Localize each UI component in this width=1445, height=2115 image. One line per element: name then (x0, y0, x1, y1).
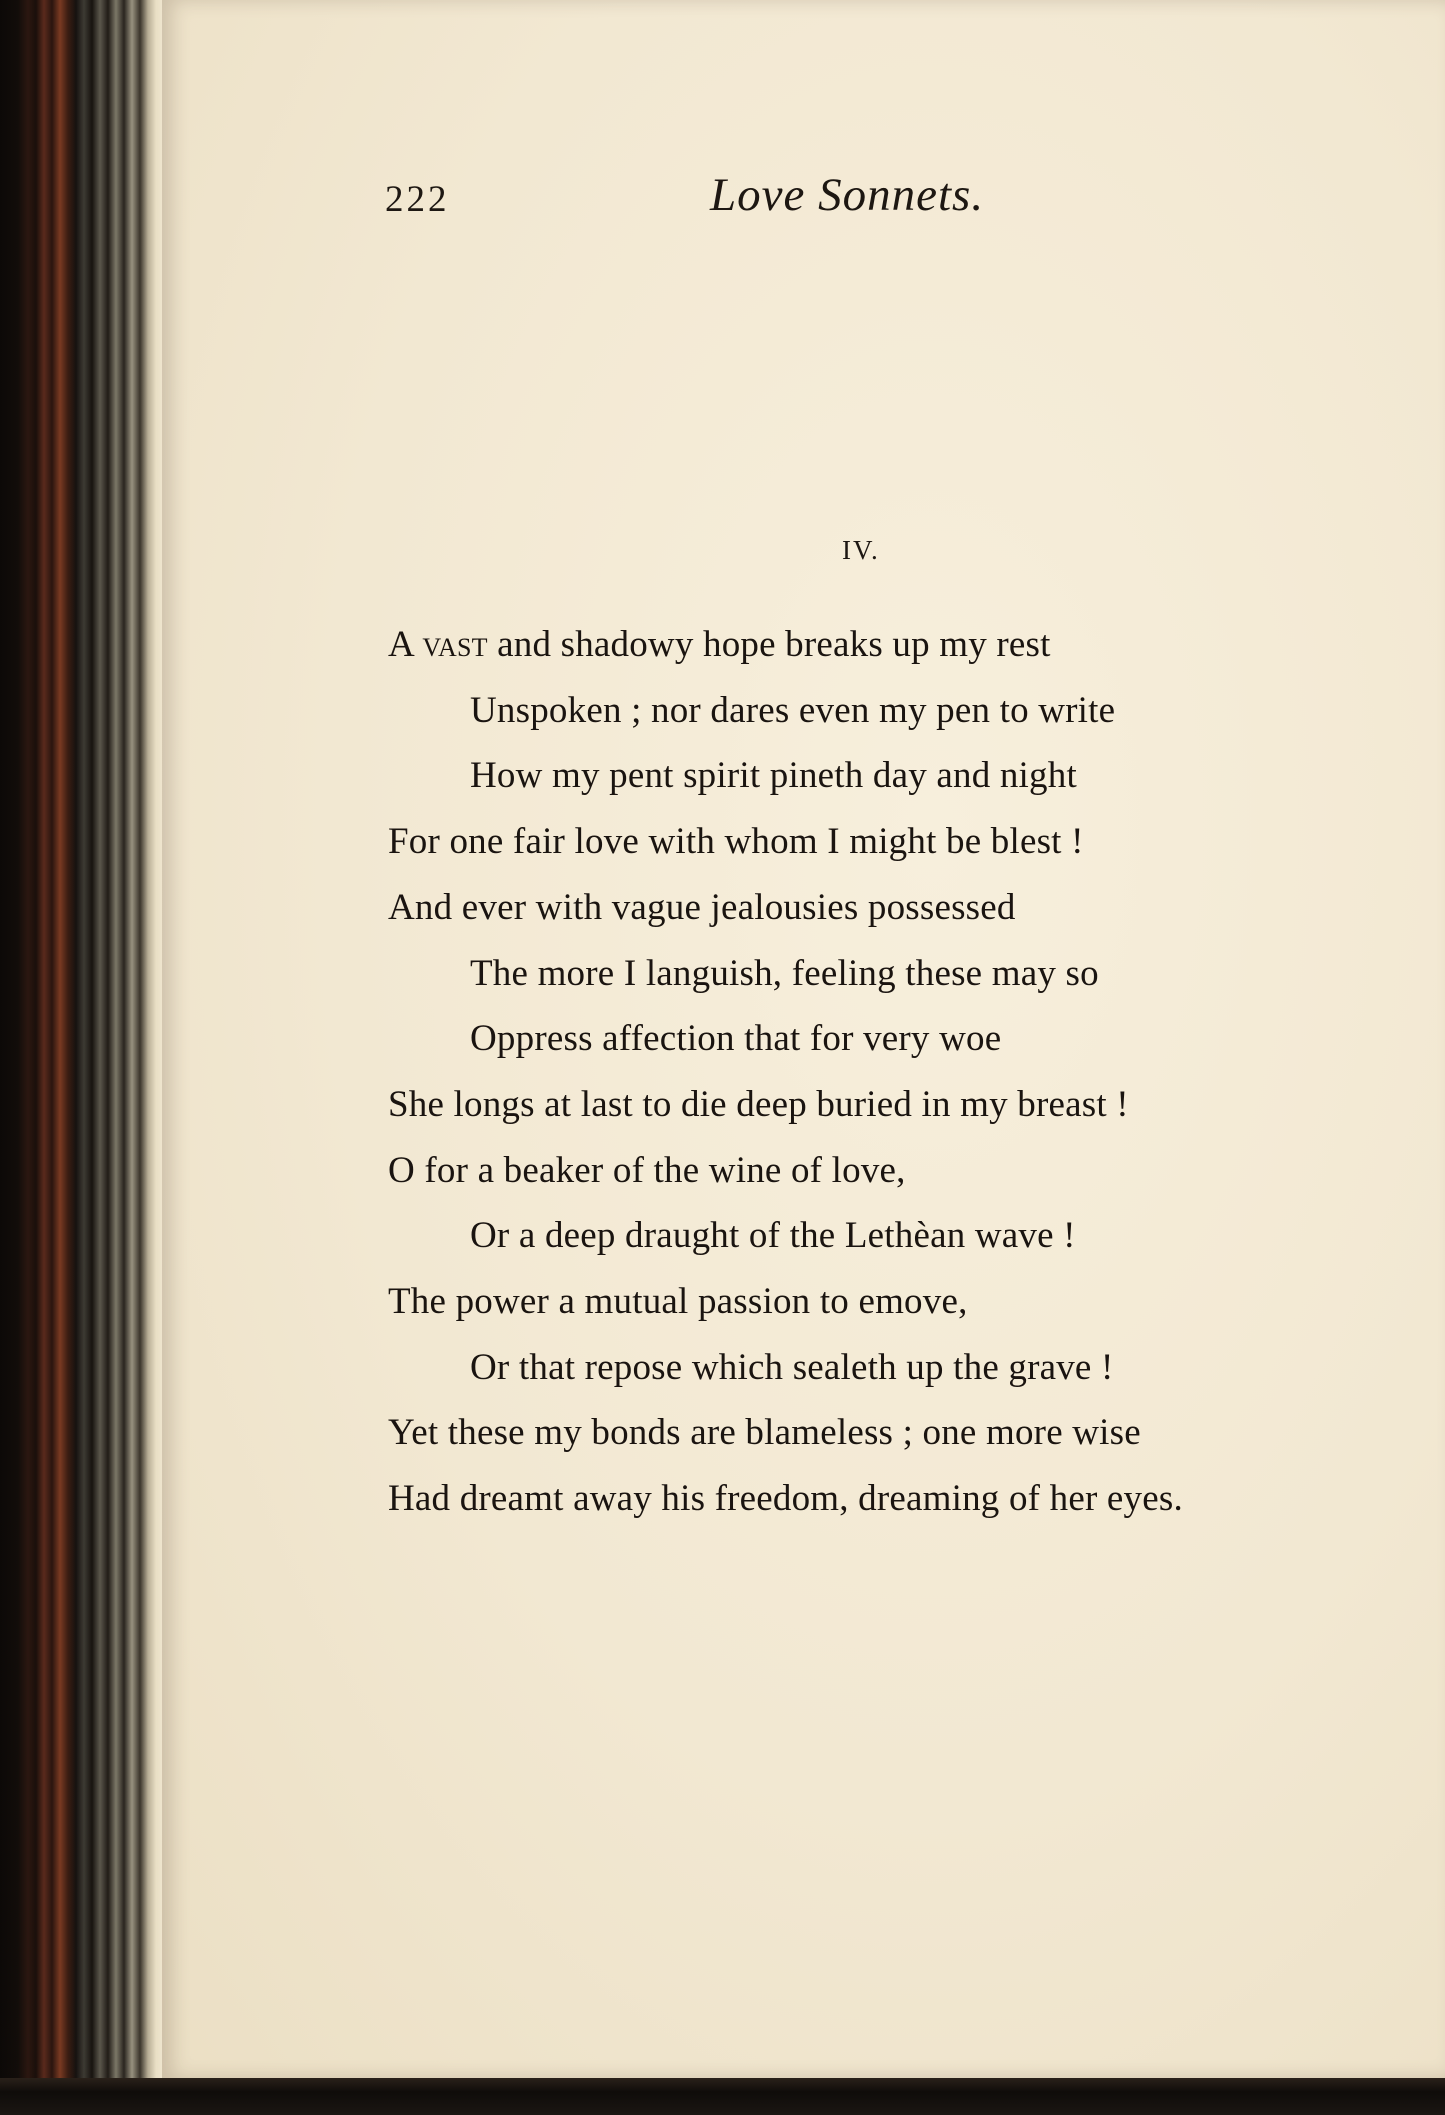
poem-line: She longs at last to die deep buried in my breast ! (388, 1083, 1129, 1125)
poem-line: Had dreamt away his freedom, dreaming of her eyes. (388, 1478, 1183, 1520)
poem-line: Or a deep draught of the Lethèan wave ! (470, 1215, 1076, 1257)
page-number: 222 (385, 179, 450, 220)
poem-line: For one fair love with whom I might be blest ! (388, 821, 1084, 863)
poem-line: The power a mutual passion to emove, (388, 1281, 968, 1323)
poem-line-lead: A (388, 624, 413, 665)
scan-bottom-edge (0, 2078, 1445, 2115)
poem-body (388, 612, 1388, 1532)
poem-line: And ever with vague jealousies possessed (388, 886, 1016, 928)
book-page-edges (0, 0, 165, 2078)
poem-line: How my pent spirit pineth day and night (470, 755, 1077, 797)
poem-line: The more I languish, feeling these may so (470, 952, 1099, 994)
poem-line: Or that repose which sealeth up the grave ! (470, 1346, 1114, 1388)
poem-line: Oppress affection that for very woe (470, 1018, 1002, 1060)
poem-line: Yet these my bonds are blameless ; one more wise (388, 1412, 1141, 1454)
poem-line-lead-caps: vast (422, 624, 488, 665)
sonnet-number: IV. (842, 535, 880, 565)
running-title: Love Sonnets. (710, 169, 985, 221)
poem-line-text: and shadowy hope breaks up my rest (487, 624, 1051, 665)
poem-line (388, 612, 1388, 678)
poem-line: O for a beaker of the wine of love, (388, 1149, 906, 1191)
poem-line: Unspoken ; nor dares even my pen to write (470, 689, 1116, 731)
